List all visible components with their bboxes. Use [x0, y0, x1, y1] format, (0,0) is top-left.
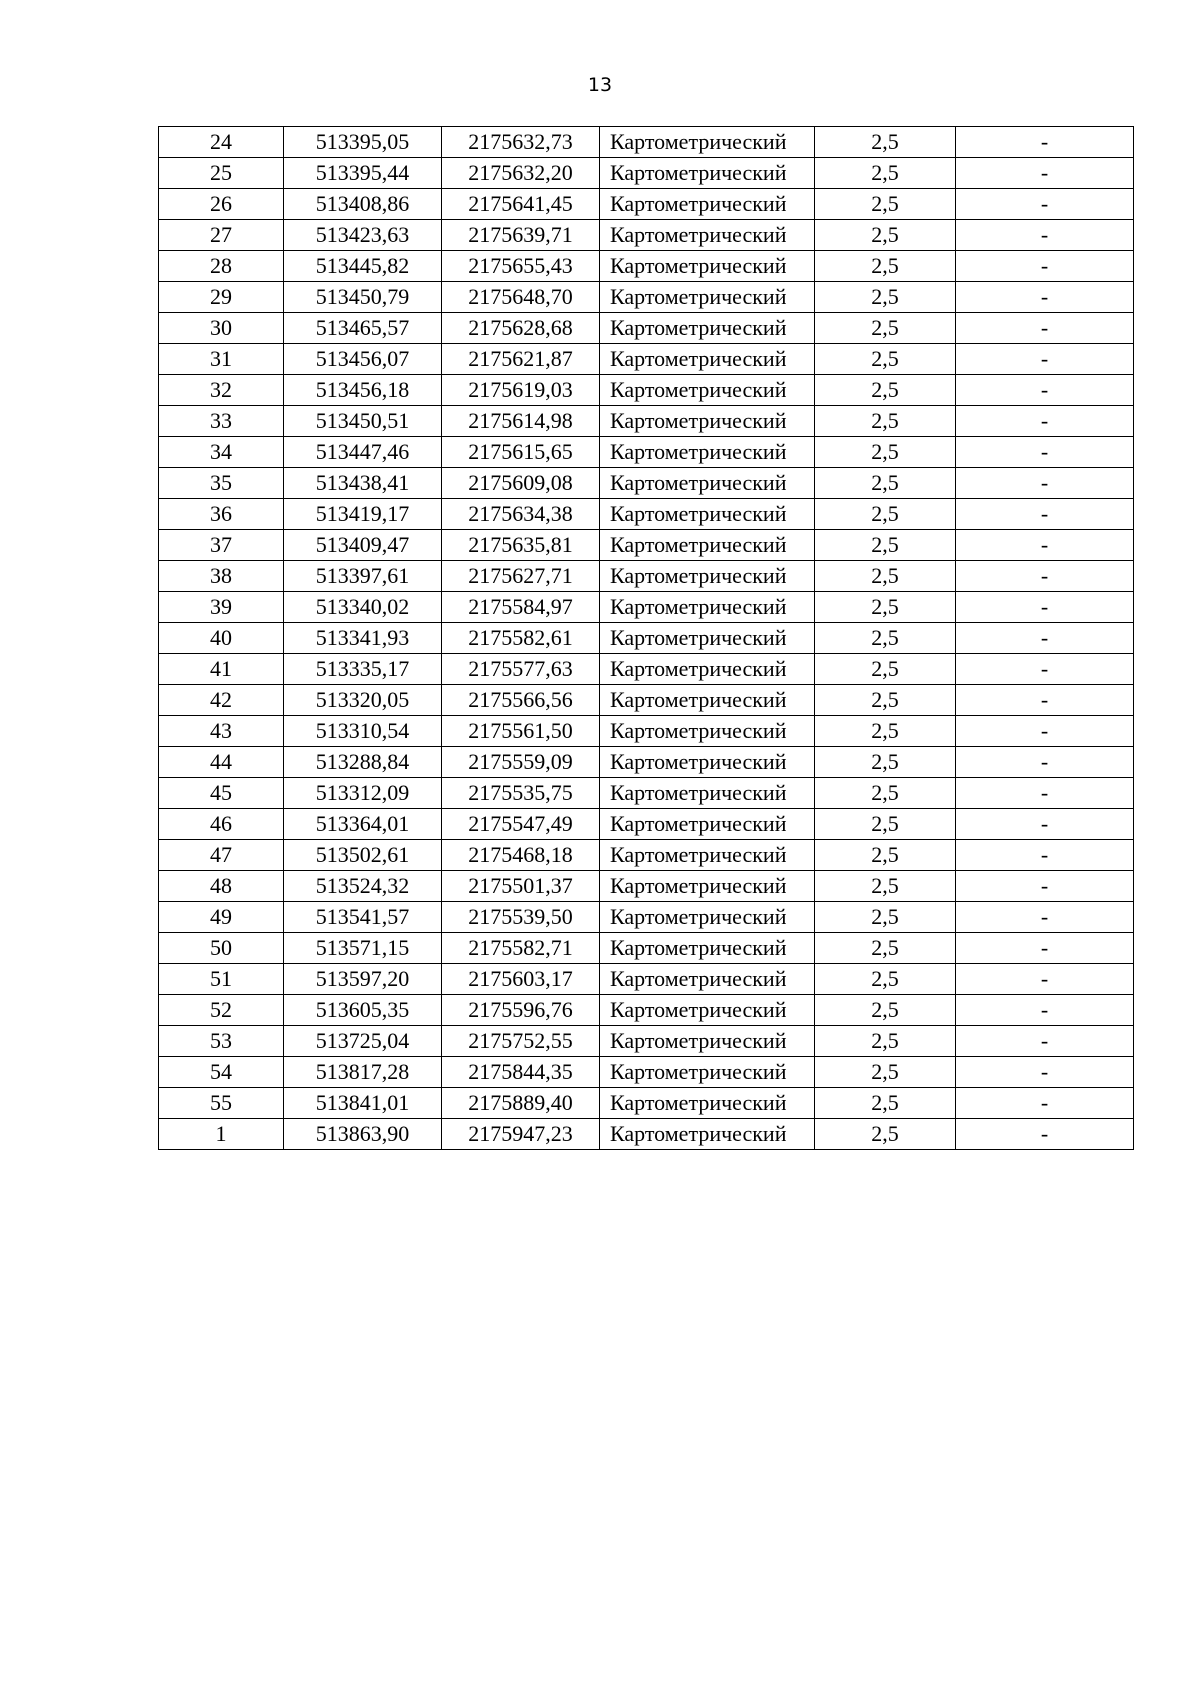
table-row	[159, 685, 1134, 716]
description-cell: -	[956, 406, 1134, 437]
point-number-cell: 53	[159, 1026, 284, 1057]
method-cell: Картометрический	[600, 623, 815, 654]
y-coordinate-cell: 2175501,37	[442, 871, 600, 902]
method-cell: Картометрический	[600, 716, 815, 747]
accuracy-cell: 2,5	[815, 871, 956, 902]
y-coordinate-cell: 2175582,61	[442, 623, 600, 654]
x-coordinate-cell: 513605,35	[284, 995, 442, 1026]
description-cell: -	[956, 747, 1134, 778]
point-number-cell: 43	[159, 716, 284, 747]
point-number-cell: 1	[159, 1119, 284, 1150]
method-cell: Картометрический	[600, 778, 815, 809]
method-cell: Картометрический	[600, 344, 815, 375]
description-cell: -	[956, 964, 1134, 995]
accuracy-cell: 2,5	[815, 716, 956, 747]
page-number: 13	[587, 74, 613, 96]
point-number-cell: 49	[159, 902, 284, 933]
x-coordinate-cell: 513320,05	[284, 685, 442, 716]
point-number-cell: 44	[159, 747, 284, 778]
description-cell: -	[956, 189, 1134, 220]
point-number-cell: 39	[159, 592, 284, 623]
method-cell: Картометрический	[600, 437, 815, 468]
accuracy-cell: 2,5	[815, 809, 956, 840]
description-cell: -	[956, 375, 1134, 406]
point-number-cell: 55	[159, 1088, 284, 1119]
x-coordinate-cell: 513409,47	[284, 530, 442, 561]
y-coordinate-cell: 2175577,63	[442, 654, 600, 685]
x-coordinate-cell: 513423,63	[284, 220, 442, 251]
description-cell: -	[956, 685, 1134, 716]
table-row	[159, 716, 1134, 747]
table-row	[159, 654, 1134, 685]
accuracy-cell: 2,5	[815, 344, 956, 375]
table-row	[159, 964, 1134, 995]
table-row	[159, 902, 1134, 933]
y-coordinate-cell: 2175619,03	[442, 375, 600, 406]
x-coordinate-cell: 513456,18	[284, 375, 442, 406]
x-coordinate-cell: 513863,90	[284, 1119, 442, 1150]
table-row	[159, 1026, 1134, 1057]
x-coordinate-cell: 513335,17	[284, 654, 442, 685]
table-row	[159, 406, 1134, 437]
description-cell: -	[956, 654, 1134, 685]
description-cell: -	[956, 840, 1134, 871]
x-coordinate-cell: 513841,01	[284, 1088, 442, 1119]
description-cell: -	[956, 623, 1134, 654]
x-coordinate-cell: 513465,57	[284, 313, 442, 344]
table-row	[159, 809, 1134, 840]
point-number-cell: 37	[159, 530, 284, 561]
table-row	[159, 778, 1134, 809]
method-cell: Картометрический	[600, 995, 815, 1026]
x-coordinate-cell: 513341,93	[284, 623, 442, 654]
point-number-cell: 52	[159, 995, 284, 1026]
x-coordinate-cell: 513419,17	[284, 499, 442, 530]
x-coordinate-cell: 513541,57	[284, 902, 442, 933]
x-coordinate-cell: 513340,02	[284, 592, 442, 623]
method-cell: Картометрический	[600, 809, 815, 840]
accuracy-cell: 2,5	[815, 437, 956, 468]
accuracy-cell: 2,5	[815, 127, 956, 158]
accuracy-cell: 2,5	[815, 220, 956, 251]
y-coordinate-cell: 2175535,75	[442, 778, 600, 809]
accuracy-cell: 2,5	[815, 1088, 956, 1119]
point-number-cell: 30	[159, 313, 284, 344]
method-cell: Картометрический	[600, 127, 815, 158]
accuracy-cell: 2,5	[815, 499, 956, 530]
x-coordinate-cell: 513288,84	[284, 747, 442, 778]
accuracy-cell: 2,5	[815, 1119, 956, 1150]
description-cell: -	[956, 1119, 1134, 1150]
table-row	[159, 623, 1134, 654]
description-cell: -	[956, 871, 1134, 902]
table-row	[159, 592, 1134, 623]
point-number-cell: 25	[159, 158, 284, 189]
method-cell: Картометрический	[600, 189, 815, 220]
method-cell: Картометрический	[600, 964, 815, 995]
point-number-cell: 48	[159, 871, 284, 902]
y-coordinate-cell: 2175639,71	[442, 220, 600, 251]
description-cell: -	[956, 468, 1134, 499]
x-coordinate-cell: 513408,86	[284, 189, 442, 220]
accuracy-cell: 2,5	[815, 375, 956, 406]
x-coordinate-cell: 513447,46	[284, 437, 442, 468]
method-cell: Картометрический	[600, 1088, 815, 1119]
table-row	[159, 158, 1134, 189]
accuracy-cell: 2,5	[815, 685, 956, 716]
x-coordinate-cell: 513450,79	[284, 282, 442, 313]
description-cell: -	[956, 437, 1134, 468]
table-row	[159, 127, 1134, 158]
accuracy-cell: 2,5	[815, 592, 956, 623]
x-coordinate-cell: 513597,20	[284, 964, 442, 995]
accuracy-cell: 2,5	[815, 902, 956, 933]
method-cell: Картометрический	[600, 871, 815, 902]
y-coordinate-cell: 2175752,55	[442, 1026, 600, 1057]
description-cell: -	[956, 809, 1134, 840]
method-cell: Картометрический	[600, 685, 815, 716]
x-coordinate-cell: 513395,05	[284, 127, 442, 158]
point-number-cell: 51	[159, 964, 284, 995]
table-row	[159, 375, 1134, 406]
point-number-cell: 34	[159, 437, 284, 468]
table-row	[159, 1088, 1134, 1119]
y-coordinate-cell: 2175603,17	[442, 964, 600, 995]
accuracy-cell: 2,5	[815, 158, 956, 189]
method-cell: Картометрический	[600, 902, 815, 933]
table-row	[159, 530, 1134, 561]
accuracy-cell: 2,5	[815, 313, 956, 344]
point-number-cell: 41	[159, 654, 284, 685]
y-coordinate-cell: 2175596,76	[442, 995, 600, 1026]
y-coordinate-cell: 2175559,09	[442, 747, 600, 778]
description-cell: -	[956, 251, 1134, 282]
method-cell: Картометрический	[600, 220, 815, 251]
table-row	[159, 220, 1134, 251]
point-number-cell: 50	[159, 933, 284, 964]
description-cell: -	[956, 282, 1134, 313]
x-coordinate-cell: 513445,82	[284, 251, 442, 282]
x-coordinate-cell: 513725,04	[284, 1026, 442, 1057]
point-number-cell: 47	[159, 840, 284, 871]
y-coordinate-cell: 2175889,40	[442, 1088, 600, 1119]
y-coordinate-cell: 2175628,68	[442, 313, 600, 344]
accuracy-cell: 2,5	[815, 468, 956, 499]
description-cell: -	[956, 1088, 1134, 1119]
point-number-cell: 26	[159, 189, 284, 220]
description-cell: -	[956, 313, 1134, 344]
accuracy-cell: 2,5	[815, 778, 956, 809]
point-number-cell: 28	[159, 251, 284, 282]
description-cell: -	[956, 530, 1134, 561]
description-cell: -	[956, 158, 1134, 189]
method-cell: Картометрический	[600, 499, 815, 530]
x-coordinate-cell: 513502,61	[284, 840, 442, 871]
table-row	[159, 282, 1134, 313]
y-coordinate-cell: 2175584,97	[442, 592, 600, 623]
accuracy-cell: 2,5	[815, 654, 956, 685]
point-number-cell: 36	[159, 499, 284, 530]
accuracy-cell: 2,5	[815, 995, 956, 1026]
method-cell: Картометрический	[600, 406, 815, 437]
x-coordinate-cell: 513438,41	[284, 468, 442, 499]
y-coordinate-cell: 2175655,43	[442, 251, 600, 282]
method-cell: Картометрический	[600, 747, 815, 778]
description-cell: -	[956, 561, 1134, 592]
description-cell: -	[956, 902, 1134, 933]
coordinates-table-body	[159, 127, 1134, 1150]
x-coordinate-cell: 513364,01	[284, 809, 442, 840]
accuracy-cell: 2,5	[815, 623, 956, 654]
accuracy-cell: 2,5	[815, 251, 956, 282]
description-cell: -	[956, 1026, 1134, 1057]
point-number-cell: 32	[159, 375, 284, 406]
table-row	[159, 189, 1134, 220]
description-cell: -	[956, 592, 1134, 623]
table-row	[159, 468, 1134, 499]
table-row	[159, 871, 1134, 902]
table-row	[159, 933, 1134, 964]
description-cell: -	[956, 220, 1134, 251]
method-cell: Картометрический	[600, 1026, 815, 1057]
point-number-cell: 45	[159, 778, 284, 809]
y-coordinate-cell: 2175468,18	[442, 840, 600, 871]
description-cell: -	[956, 127, 1134, 158]
x-coordinate-cell: 513310,54	[284, 716, 442, 747]
description-cell: -	[956, 995, 1134, 1026]
method-cell: Картометрический	[600, 840, 815, 871]
point-number-cell: 29	[159, 282, 284, 313]
point-number-cell: 40	[159, 623, 284, 654]
table-row	[159, 499, 1134, 530]
x-coordinate-cell: 513397,61	[284, 561, 442, 592]
table-row	[159, 747, 1134, 778]
description-cell: -	[956, 716, 1134, 747]
method-cell: Картометрический	[600, 251, 815, 282]
point-number-cell: 31	[159, 344, 284, 375]
x-coordinate-cell: 513395,44	[284, 158, 442, 189]
accuracy-cell: 2,5	[815, 406, 956, 437]
coordinates-table	[158, 126, 1134, 1150]
accuracy-cell: 2,5	[815, 561, 956, 592]
method-cell: Картометрический	[600, 933, 815, 964]
y-coordinate-cell: 2175609,08	[442, 468, 600, 499]
table-row	[159, 995, 1134, 1026]
x-coordinate-cell: 513571,15	[284, 933, 442, 964]
x-coordinate-cell: 513524,32	[284, 871, 442, 902]
method-cell: Картометрический	[600, 313, 815, 344]
y-coordinate-cell: 2175627,71	[442, 561, 600, 592]
y-coordinate-cell: 2175632,73	[442, 127, 600, 158]
point-number-cell: 24	[159, 127, 284, 158]
description-cell: -	[956, 933, 1134, 964]
point-number-cell: 42	[159, 685, 284, 716]
accuracy-cell: 2,5	[815, 747, 956, 778]
method-cell: Картометрический	[600, 375, 815, 406]
y-coordinate-cell: 2175634,38	[442, 499, 600, 530]
point-number-cell: 27	[159, 220, 284, 251]
method-cell: Картометрический	[600, 530, 815, 561]
y-coordinate-cell: 2175635,81	[442, 530, 600, 561]
x-coordinate-cell: 513817,28	[284, 1057, 442, 1088]
y-coordinate-cell: 2175582,71	[442, 933, 600, 964]
table-row	[159, 1057, 1134, 1088]
description-cell: -	[956, 778, 1134, 809]
accuracy-cell: 2,5	[815, 282, 956, 313]
table-row	[159, 561, 1134, 592]
table-row	[159, 251, 1134, 282]
description-cell: -	[956, 1057, 1134, 1088]
method-cell: Картометрический	[600, 282, 815, 313]
y-coordinate-cell: 2175614,98	[442, 406, 600, 437]
method-cell: Картометрический	[600, 654, 815, 685]
point-number-cell: 46	[159, 809, 284, 840]
y-coordinate-cell: 2175621,87	[442, 344, 600, 375]
table-row	[159, 344, 1134, 375]
point-number-cell: 35	[159, 468, 284, 499]
accuracy-cell: 2,5	[815, 1026, 956, 1057]
method-cell: Картометрический	[600, 592, 815, 623]
y-coordinate-cell: 2175547,49	[442, 809, 600, 840]
accuracy-cell: 2,5	[815, 933, 956, 964]
method-cell: Картометрический	[600, 561, 815, 592]
accuracy-cell: 2,5	[815, 530, 956, 561]
table-row	[159, 437, 1134, 468]
accuracy-cell: 2,5	[815, 189, 956, 220]
point-number-cell: 54	[159, 1057, 284, 1088]
method-cell: Картометрический	[600, 1119, 815, 1150]
table-row	[159, 1119, 1134, 1150]
table-row	[159, 313, 1134, 344]
y-coordinate-cell: 2175615,65	[442, 437, 600, 468]
x-coordinate-cell: 513312,09	[284, 778, 442, 809]
y-coordinate-cell: 2175561,50	[442, 716, 600, 747]
accuracy-cell: 2,5	[815, 1057, 956, 1088]
x-coordinate-cell: 513456,07	[284, 344, 442, 375]
y-coordinate-cell: 2175648,70	[442, 282, 600, 313]
y-coordinate-cell: 2175566,56	[442, 685, 600, 716]
description-cell: -	[956, 344, 1134, 375]
y-coordinate-cell: 2175539,50	[442, 902, 600, 933]
y-coordinate-cell: 2175641,45	[442, 189, 600, 220]
y-coordinate-cell: 2175632,20	[442, 158, 600, 189]
method-cell: Картометрический	[600, 1057, 815, 1088]
x-coordinate-cell: 513450,51	[284, 406, 442, 437]
description-cell: -	[956, 499, 1134, 530]
method-cell: Картометрический	[600, 468, 815, 499]
table-row	[159, 840, 1134, 871]
method-cell: Картометрический	[600, 158, 815, 189]
y-coordinate-cell: 2175844,35	[442, 1057, 600, 1088]
y-coordinate-cell: 2175947,23	[442, 1119, 600, 1150]
accuracy-cell: 2,5	[815, 840, 956, 871]
point-number-cell: 33	[159, 406, 284, 437]
accuracy-cell: 2,5	[815, 964, 956, 995]
point-number-cell: 38	[159, 561, 284, 592]
